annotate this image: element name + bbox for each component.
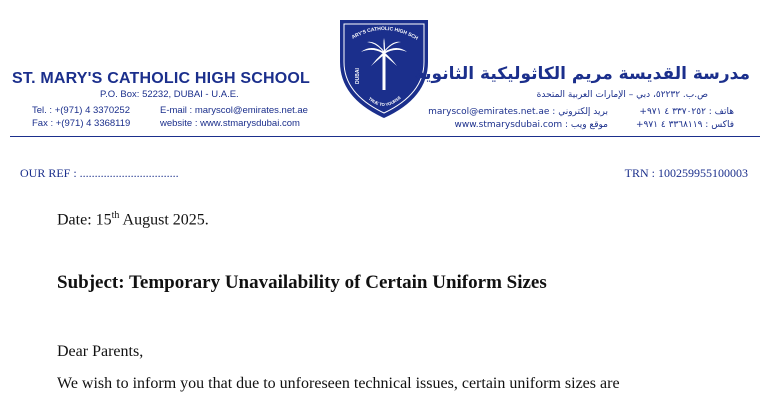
fax-english: Fax : +(971) 4 3368119 [32, 118, 131, 129]
letter-subject: Subject: Temporary Unavailability of Certain Uniform Sizes [57, 272, 547, 293]
email-arabic [428, 107, 608, 117]
date-suffix: August 2025. [119, 211, 209, 229]
telephone-english: Tel. : +(971) 4 3370252 [32, 105, 130, 116]
school-name-english: ST. MARY'S CATHOLIC HIGH SCHOOL [12, 70, 311, 87]
email-arabic-value: maryscol@emirates.net.ae [428, 107, 550, 117]
website-arabic-label: موقع ويب : [564, 120, 608, 130]
crest-top-text: ARY'S CATHOLIC HIGH SCH [350, 25, 419, 42]
header-divider [10, 136, 760, 137]
website-arabic-value: www.stmarysdubai.com [454, 120, 563, 130]
letter-date [57, 210, 209, 229]
email-arabic-label: بريد إلكتروني : [552, 107, 608, 117]
po-box-arabic: ص.ب. ٥٢٢٣٢، دبي – الإمارات العربية المتحدة [536, 90, 708, 100]
crest-city-text: DUBAI [355, 68, 361, 84]
letter-body-line: We wish to inform you that due to unforeseen technical issues, certain uniform sizes are [57, 375, 620, 392]
date-ordinal: th [111, 210, 120, 221]
date-prefix: Date: 15 [57, 211, 112, 229]
our-reference: OUR REF : ................................. [20, 166, 179, 180]
email-english: E-mail : maryscol@emirates.net.ae [160, 105, 308, 116]
po-box-english: P.O. Box: 52232, DUBAI - U.A.E. [100, 89, 239, 100]
trn-number: TRN : 100259955100003 [624, 166, 748, 180]
website-english: website : www.stmarysdubai.com [160, 118, 300, 129]
letter-salutation: Dear Parents, [57, 343, 144, 360]
website-arabic [455, 120, 608, 130]
fax-arabic: فاكس : ٣٣٦٨١١٩ ٤ ٩٧١+ [635, 120, 734, 130]
telephone-arabic: هاتف : ٣٣٧٠٢٥٢ ٤ ٩٧١+ [639, 107, 734, 117]
crest-motto-text: TRUE TO YOURSE [367, 94, 402, 108]
school-name-arabic: مدرسة القديسة مريم الكاثوليكية الثانوية [414, 64, 750, 84]
